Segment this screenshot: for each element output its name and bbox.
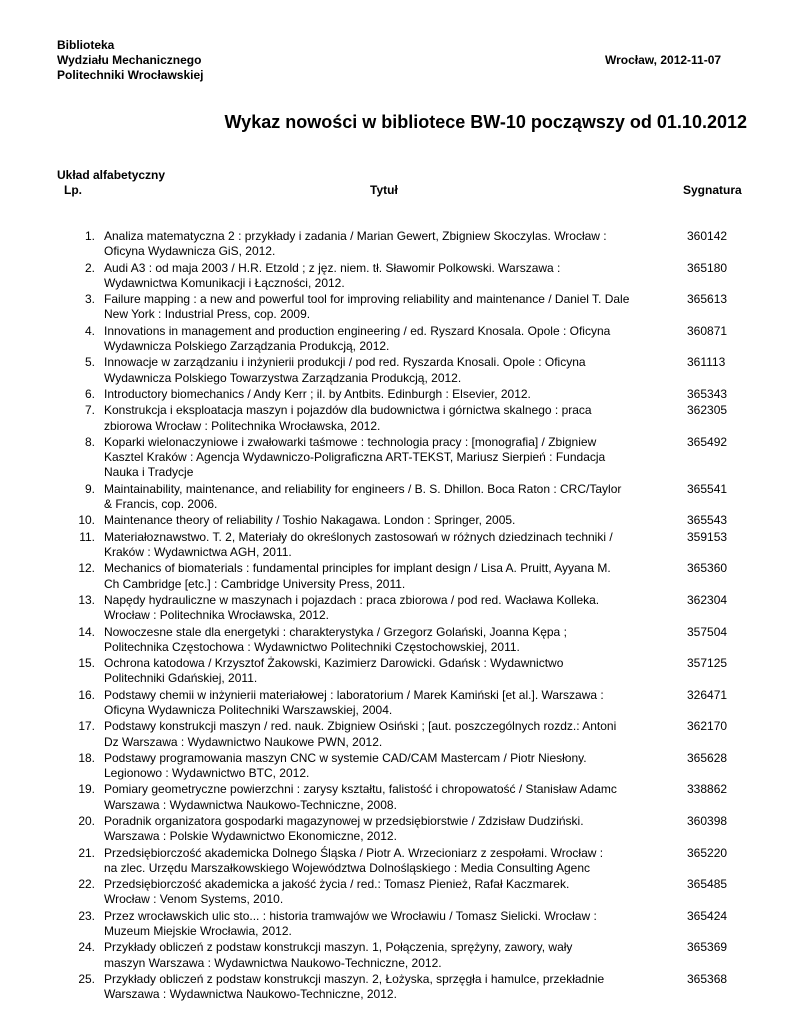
- item-number: 21.: [78, 845, 95, 860]
- item-signature: 357504: [687, 624, 728, 639]
- item-description-line: Poradnik organizatora gospodarki magazynowej w przedsiębiorstwie / Zdzisław Dudziński.: [104, 814, 584, 829]
- item-signature: 365613: [687, 292, 728, 307]
- item-description-line: Podstawy chemii w inżynierii materiałowej : laboratorium / Marek Kamiński [et al.]. Warszawa :: [104, 687, 604, 702]
- item-description-line: Legionowo : Wydawnictwo BTC, 2012.: [104, 766, 310, 781]
- column-header-signature: Sygnatura: [683, 183, 742, 197]
- item-description-line: Wrocław : Venom Systems, 2010.: [104, 892, 284, 907]
- library-name-line: Politechniki Wrocławskiej: [57, 68, 204, 82]
- item-number: 12.: [78, 561, 95, 576]
- item-description-line: Koparki wielonaczyniowe i zwałowarki taśmowe : technologia pracy : [monografia] / Zbigniew: [104, 434, 597, 449]
- item-signature: 365360: [687, 561, 728, 576]
- library-name: [57, 38, 204, 83]
- list-item: [0, 719, 791, 749]
- library-name-line: Wydziału Mechanicznego: [57, 53, 202, 67]
- list-item: [0, 909, 791, 939]
- item-description-line: Przedsiębiorczość akademicka a jakość życia / red.: Tomasz Pieniеż, Rafał Kaczmarek.: [104, 877, 570, 892]
- item-description-line: Wydawnicza Polskiego Towarzystwa Zarządzania Produkcją, 2012.: [104, 370, 462, 385]
- item-description: [104, 229, 680, 259]
- item-description-line: Przykłady obliczeń z podstaw konstrukcji maszyn. 1, Połączenia, sprężyny, zawory, wały: [104, 940, 573, 955]
- item-description-line: Oficyna Wydawnicza Politechniki Warszawskiej, 2004.: [104, 702, 393, 717]
- item-number: 22.: [78, 877, 95, 892]
- list-item: [0, 688, 791, 718]
- item-description-line: Politechniki Gdańskiej, 2011.: [104, 671, 258, 686]
- item-description-line: New York : Industrial Press, cop. 2009.: [104, 307, 311, 322]
- item-description-line: Introductory biomechanics / Andy Kerr ; il. by Antbits. Edinburgh : Elsevier, 2012.: [104, 386, 531, 401]
- item-number: 19.: [78, 782, 95, 797]
- item-number: 4.: [84, 323, 95, 338]
- list-item: [0, 482, 791, 512]
- item-description-line: Audi A3 : od maja 2003 / H.R. Etzold ; z jęz. niem. tł. Sławomir Polkowski. Warszawa :: [104, 260, 561, 275]
- list-item: [0, 324, 791, 354]
- item-number: 13.: [78, 592, 95, 607]
- item-signature: 365485: [687, 877, 728, 892]
- item-number: 11.: [79, 529, 95, 544]
- item-description-line: Mechanics of biomaterials : fundamental principles for implant design / Lisa A. Pruitt, Ayyana M.: [104, 561, 611, 576]
- item-description-line: Warszawa : Wydawnictwa Naukowo-Techniczne, 2008.: [104, 797, 397, 812]
- column-header-lp: Lp.: [64, 183, 82, 197]
- item-description-line: maszyn Warszawa : Wydawnictwa Naukowo-Techniczne, 2012.: [104, 955, 442, 970]
- item-description: [104, 530, 680, 560]
- item-description-line: Failure mapping : a new and powerful tool for improving reliability and maintenance / Daniel T. Dale: [104, 292, 630, 307]
- item-description-line: Materiałoznawstwo. T. 2, Materiały do określonych zastosowań w różnych dziedzinach techniki /: [104, 529, 613, 544]
- list-item: [0, 561, 791, 591]
- item-signature: 360871: [687, 323, 728, 338]
- item-number: 8.: [84, 434, 95, 449]
- item-description-line: Kraków : Wydawnictwa AGH, 2011.: [104, 544, 292, 559]
- item-description: [104, 435, 680, 481]
- item-number: 3.: [84, 292, 95, 307]
- item-number: 14.: [78, 624, 95, 639]
- item-number: 20.: [78, 814, 95, 829]
- item-signature: 357125: [687, 656, 728, 671]
- item-description-line: Ochrona katodowa / Krzysztof Żakowski, Kazimierz Darowicki. Gdańsk : Wydawnictwo: [104, 656, 564, 671]
- item-signature: 359153: [687, 529, 728, 544]
- item-signature: 326471: [687, 687, 728, 702]
- item-description-line: Przez wrocławskich ulic sto... : historia tramwajów we Wrocławiu / Tomasz Sielicki. Wrocław :: [104, 908, 597, 923]
- item-signature: 361113: [687, 355, 726, 370]
- item-signature: 365180: [687, 260, 728, 275]
- item-number: 7.: [84, 403, 95, 418]
- column-header-title: Tytuł: [370, 183, 398, 197]
- item-number: 6.: [84, 386, 95, 401]
- item-description-line: Przedsiębiorczość akademicka Dolnego Śląska / Piotr A. Wrzecioniarz z zespołami. Wrocław :: [104, 845, 604, 860]
- item-number: 2.: [84, 260, 95, 275]
- item-description-line: Wydawnicza Polskiego Zarządzania Produkcją, 2012.: [104, 338, 390, 353]
- list-item: [0, 751, 791, 781]
- list-item: [0, 593, 791, 623]
- item-description-line: Przykłady obliczeń z podstaw konstrukcji maszyn. 2, Łożyska, sprzęgła i hamulce, przekładnie: [104, 972, 605, 987]
- item-description: [104, 625, 680, 655]
- item-description-line: Warszawa : Polskie Wydawnictwo Ekonomiczne, 2012.: [104, 829, 397, 844]
- item-description: [104, 355, 680, 385]
- item-description-line: Warszawa : Wydawnictwa Naukowo-Techniczne, 2012.: [104, 987, 397, 1002]
- new-items-list: [0, 229, 791, 1004]
- list-item: [0, 846, 791, 876]
- library-name-line: Biblioteka: [57, 38, 115, 52]
- item-description-line: Podstawy programowania maszyn CNC w systemie CAD/CAM Mastercam / Piotr Niesłony.: [104, 750, 587, 765]
- list-item: [0, 782, 791, 812]
- list-item: [0, 877, 791, 907]
- item-description-line: zbiorowa Wrocław : Politechnika Wrocławska, 2012.: [104, 418, 381, 433]
- item-description: [104, 719, 680, 749]
- section-label: Układ alfabetyczny: [57, 168, 166, 182]
- item-description: [104, 846, 680, 876]
- item-description: [104, 513, 680, 528]
- list-item: [0, 940, 791, 970]
- item-description-line: na zlec. Urzędu Marszałkowskiego Województwa Dolnośląskiego : Media Consulting Agenc: [104, 860, 591, 875]
- item-number: 24.: [78, 940, 95, 955]
- item-description-line: Konstrukcja i eksploatacja maszyn i pojazdów dla budownictwa i górnictwa skalnego : praca: [104, 403, 592, 418]
- item-description: [104, 940, 680, 970]
- item-description-line: Nowoczesne stale dla energetyki : charakterystyka / Grzegorz Golański, Joanna Kępa ;: [104, 624, 567, 639]
- item-description: [104, 782, 680, 812]
- item-description: [104, 482, 680, 512]
- item-description-line: Muzeum Miejskie Wrocławia, 2012.: [104, 924, 292, 939]
- item-description-line: Innovations in management and production engineering / ed. Ryszard Knosala. Opole : Oficyna: [104, 323, 611, 338]
- item-signature: 365220: [687, 845, 728, 860]
- item-description: [104, 593, 680, 623]
- item-description-line: Wydawnictwa Komunikacji i Łączności, 2012.: [104, 275, 345, 290]
- item-description-line: Podstawy konstrukcji maszyn / red. nauk. Zbigniew Osiński ; [aut. poszczególnych rozdz.: Antoni: [104, 719, 617, 734]
- item-description-line: Analiza matematyczna 2 : przykłady i zadania / Marian Gewert, Zbigniew Skoczylas. Wrocław :: [104, 229, 607, 243]
- list-item: [0, 261, 791, 291]
- item-description: [104, 688, 680, 718]
- item-description: [104, 909, 680, 939]
- item-description: [104, 972, 680, 1002]
- list-item: [0, 229, 791, 259]
- item-description: [104, 814, 680, 844]
- item-description: [104, 656, 680, 686]
- item-number: 25.: [78, 972, 95, 987]
- item-signature: 360398: [687, 814, 728, 829]
- item-description: [104, 877, 680, 907]
- item-number: 9.: [84, 481, 95, 496]
- item-description: [104, 324, 680, 354]
- item-description: [104, 403, 680, 433]
- list-item: [0, 814, 791, 844]
- item-signature: 362305: [687, 403, 728, 418]
- item-signature: 365369: [687, 940, 728, 955]
- item-number: 23.: [78, 908, 95, 923]
- item-description-line: Oficyna Wydawnicza GiS, 2012.: [104, 244, 276, 259]
- item-signature: 365628: [687, 750, 728, 765]
- list-item: [0, 403, 791, 433]
- item-signature: 365541: [687, 481, 728, 496]
- page-title: Wykaz nowości w bibliotece BW-10 począwszy od 01.10.2012: [224, 112, 747, 132]
- item-description-line: Dz Warszawa : Wydawnictwo Naukowe PWN, 2012.: [104, 734, 383, 749]
- item-description: [104, 751, 680, 781]
- item-description-line: Ch Cambridge [etc.] : Cambridge University Press, 2011.: [104, 576, 406, 591]
- item-description: [104, 561, 680, 591]
- list-item: [0, 292, 791, 322]
- item-signature: 362170: [687, 719, 728, 734]
- item-signature: 365343: [687, 386, 728, 401]
- item-number: 16.: [78, 687, 95, 702]
- item-description-line: Kasztel Kraków : Agencja Wydawniczo-Poligraficzna ART-TEKST, Mariusz Sierpień : Fundacja: [104, 450, 606, 465]
- list-item: [0, 625, 791, 655]
- list-item: [0, 513, 791, 528]
- item-signature: 362304: [687, 592, 728, 607]
- list-item: [0, 656, 791, 686]
- item-signature: 360142: [687, 229, 728, 243]
- item-description-line: Pomiary geometryczne powierzchni : zarysy kształtu, falistość i chropowatość / Stanisław Adamc: [104, 782, 617, 797]
- item-signature: 365424: [687, 908, 728, 923]
- item-description-line: Maintenance theory of reliability / Toshio Nakagawa. London : Springer, 2005.: [104, 513, 516, 528]
- item-number: 17.: [78, 719, 95, 734]
- item-description: [104, 387, 680, 402]
- item-description: [104, 261, 680, 291]
- item-signature: 365543: [687, 513, 728, 528]
- list-item: [0, 387, 791, 402]
- item-number: 18.: [78, 750, 95, 765]
- list-item: [0, 972, 791, 1002]
- item-description-line: Maintainability, maintenance, and reliability for engineers / B. S. Dhillon. Boca Raton : CRC/Taylor: [104, 481, 622, 496]
- item-signature: 338862: [687, 782, 728, 797]
- item-description-line: Napędy hydrauliczne w maszynach i pojazdach : praca zbiorowa / pod red. Wacława Kolleka.: [104, 592, 600, 607]
- item-number: 10.: [78, 513, 95, 528]
- item-description-line: Nauka i Tradycje: [104, 465, 194, 480]
- list-item: [0, 530, 791, 560]
- item-number: 1.: [84, 229, 95, 243]
- item-description-line: Innowacje w zarządzaniu i inżynierii produkcji / pod red. Ryszarda Knosali. Opole : Oficyna: [104, 355, 586, 370]
- item-number: 15.: [78, 656, 95, 671]
- document-date: Wrocław, 2012-11-07: [605, 53, 722, 67]
- item-description: [104, 292, 680, 322]
- item-signature: 365492: [687, 434, 728, 449]
- list-item: [0, 355, 791, 385]
- item-description-line: & Francis, cop. 2006.: [104, 496, 218, 511]
- list-item: [0, 435, 791, 481]
- item-description-line: Wrocław : Politechnika Wrocławska, 2012.: [104, 608, 329, 623]
- item-number: 5.: [84, 355, 95, 370]
- item-signature: 365368: [687, 972, 728, 987]
- item-description-line: Politechnika Częstochowa : Wydawnictwo Politechniki Częstochowskiej, 2011.: [104, 639, 520, 654]
